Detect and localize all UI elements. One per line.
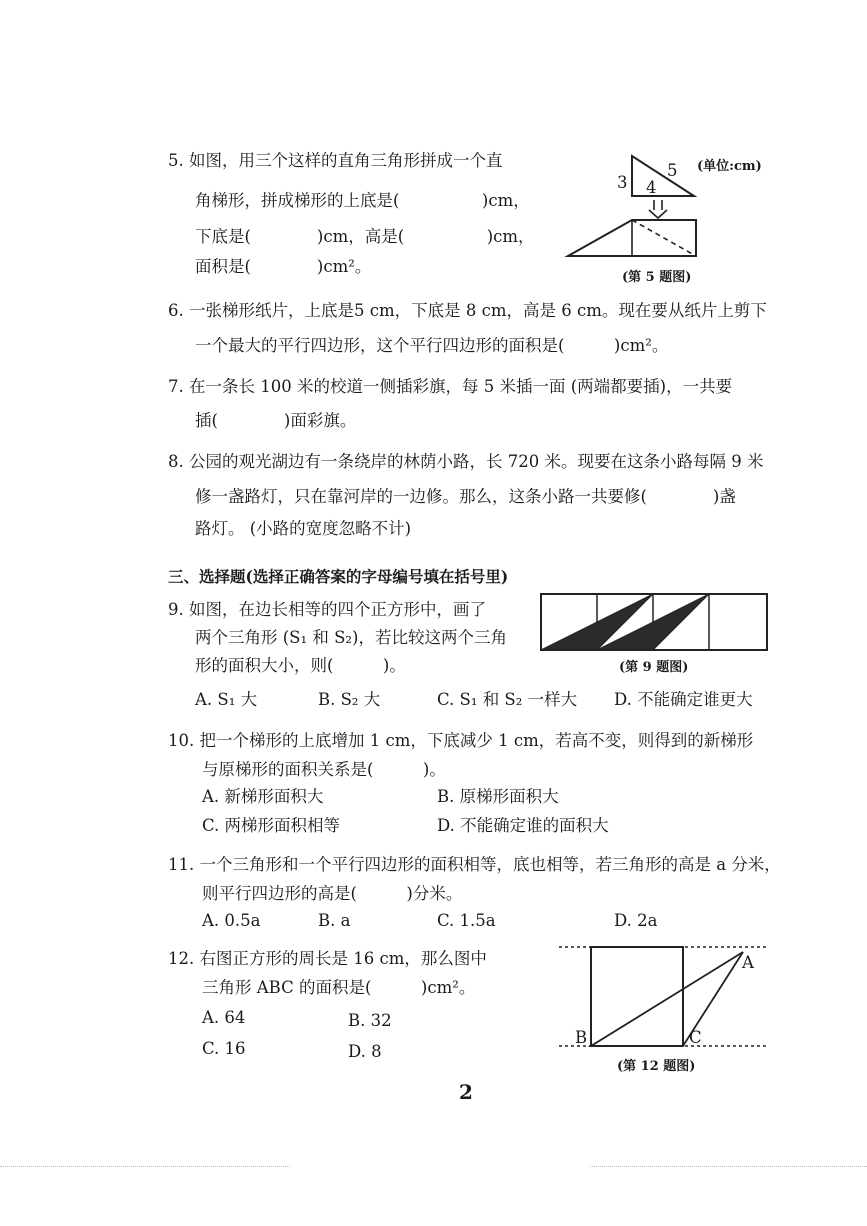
q11-option-a: A. 0.5a xyxy=(202,911,261,930)
bottom-dotted-rule-right xyxy=(590,1166,867,1167)
q9-option-b: B. S₂ 大 xyxy=(318,690,381,709)
q5-side-c-label: 5 xyxy=(667,161,678,180)
q12-triangle-abc xyxy=(591,952,743,1046)
q9-line-3: 形的面积大小，则( )。 xyxy=(195,656,406,675)
q10-option-b: B. 原梯形面积大 xyxy=(437,787,559,806)
q12-option-a: A. 64 xyxy=(202,1008,246,1027)
q11-option-d: D. 2a xyxy=(614,911,658,930)
q12-square xyxy=(591,947,683,1046)
page-number: 2 xyxy=(459,1080,473,1104)
q12-line-1: 12. 右图正方形的周长是 16 cm，那么图中 xyxy=(168,949,487,968)
q5-figure-caption: (第 5 题图) xyxy=(622,270,692,285)
q5-line-4: 面积是( )cm²。 xyxy=(195,257,372,276)
q11-option-b: B. a xyxy=(318,911,351,930)
q11-line-2: 则平行四边形的高是( )分米。 xyxy=(202,884,463,903)
q12-label-c: C xyxy=(689,1028,702,1047)
q5-line-2: 角梯形，拼成梯形的上底是( )cm， xyxy=(195,191,530,210)
q11-option-c: C. 1.5a xyxy=(437,911,496,930)
q10-option-d: D. 不能确定谁的面积大 xyxy=(437,816,609,835)
q5-line-3: 下底是( )cm，高是( )cm， xyxy=(195,227,535,246)
q5-trapezoid-dashed-diagonal xyxy=(632,220,696,256)
q5-line-1: 5. 如图，用三个这样的直角三角形拼成一个直 xyxy=(168,151,503,170)
q5-right-triangle xyxy=(632,156,694,196)
q9-line-1: 9. 如图，在边长相等的四个正方形中，画了 xyxy=(168,600,486,619)
q6-line-1: 6. 一张梯形纸片，上底是5 cm，下底是 8 cm，高是 6 cm。现在要从纸片上剪下 xyxy=(168,301,767,320)
q12-label-b: B xyxy=(575,1028,588,1047)
q5-arrow-head xyxy=(649,210,667,218)
q10-line-1: 10. 把一个梯形的上底增加 1 cm，下底减少 1 cm，若高不变，则得到的新梯形 xyxy=(168,731,754,750)
q11-line-1: 11. 一个三角形和一个平行四边形的面积相等，底也相等，若三角形的高是 a 分米， xyxy=(168,855,781,874)
q12-label-a: A xyxy=(742,953,754,972)
q9-line-2: 两个三角形 (S₁ 和 S₂)，若比较这两个三角 xyxy=(195,628,507,647)
q12-option-c: C. 16 xyxy=(202,1039,246,1058)
q9-option-a: A. S₁ 大 xyxy=(195,690,258,709)
q9-option-d: D. 不能确定谁更大 xyxy=(614,690,753,709)
q8-line-1: 8. 公园的观光湖边有一条绕岸的林荫小路，长 720 米。现要在这条小路每隔 9 米 xyxy=(168,452,764,471)
q12-option-d: D. 8 xyxy=(348,1042,382,1061)
q9-figure-caption: (第 9 题图) xyxy=(619,660,689,675)
q10-option-c: C. 两梯形面积相等 xyxy=(202,816,341,835)
q8-line-3: 路灯。 (小路的宽度忽略不计) xyxy=(195,519,412,538)
q12-option-b: B. 32 xyxy=(348,1011,392,1030)
q7-line-1: 7. 在一条长 100 米的校道一侧插彩旗，每 5 米插一面 (两端都要插)，一共要 xyxy=(168,377,733,396)
q5-side-a-label: 3 xyxy=(617,173,628,192)
q8-line-2: 修一盏路灯，只在靠河岸的一边修。那么，这条小路一共要修( )盏 xyxy=(195,487,736,506)
q12-line-2: 三角形 ABC 的面积是( )cm²。 xyxy=(202,978,476,997)
q7-line-2: 插( )面彩旗。 xyxy=(195,411,357,430)
q5-unit-label: (单位:cm) xyxy=(697,159,762,174)
q10-line-2: 与原梯形的面积关系是( )。 xyxy=(202,760,446,779)
q12-figure-caption: (第 12 题图) xyxy=(617,1059,696,1074)
bottom-dotted-rule-left xyxy=(0,1166,290,1167)
q10-option-a: A. 新梯形面积大 xyxy=(202,787,324,806)
q5-side-b-label: 4 xyxy=(646,178,657,197)
q9-option-c: C. S₁ 和 S₂ 一样大 xyxy=(437,690,578,709)
q6-line-2: 一个最大的平行四边形，这个平行四边形的面积是( )cm²。 xyxy=(195,336,669,355)
section-3-title: 三、选择题(选择正确答案的字母编号填在括号里) xyxy=(168,567,509,586)
q9-figure xyxy=(540,593,770,655)
